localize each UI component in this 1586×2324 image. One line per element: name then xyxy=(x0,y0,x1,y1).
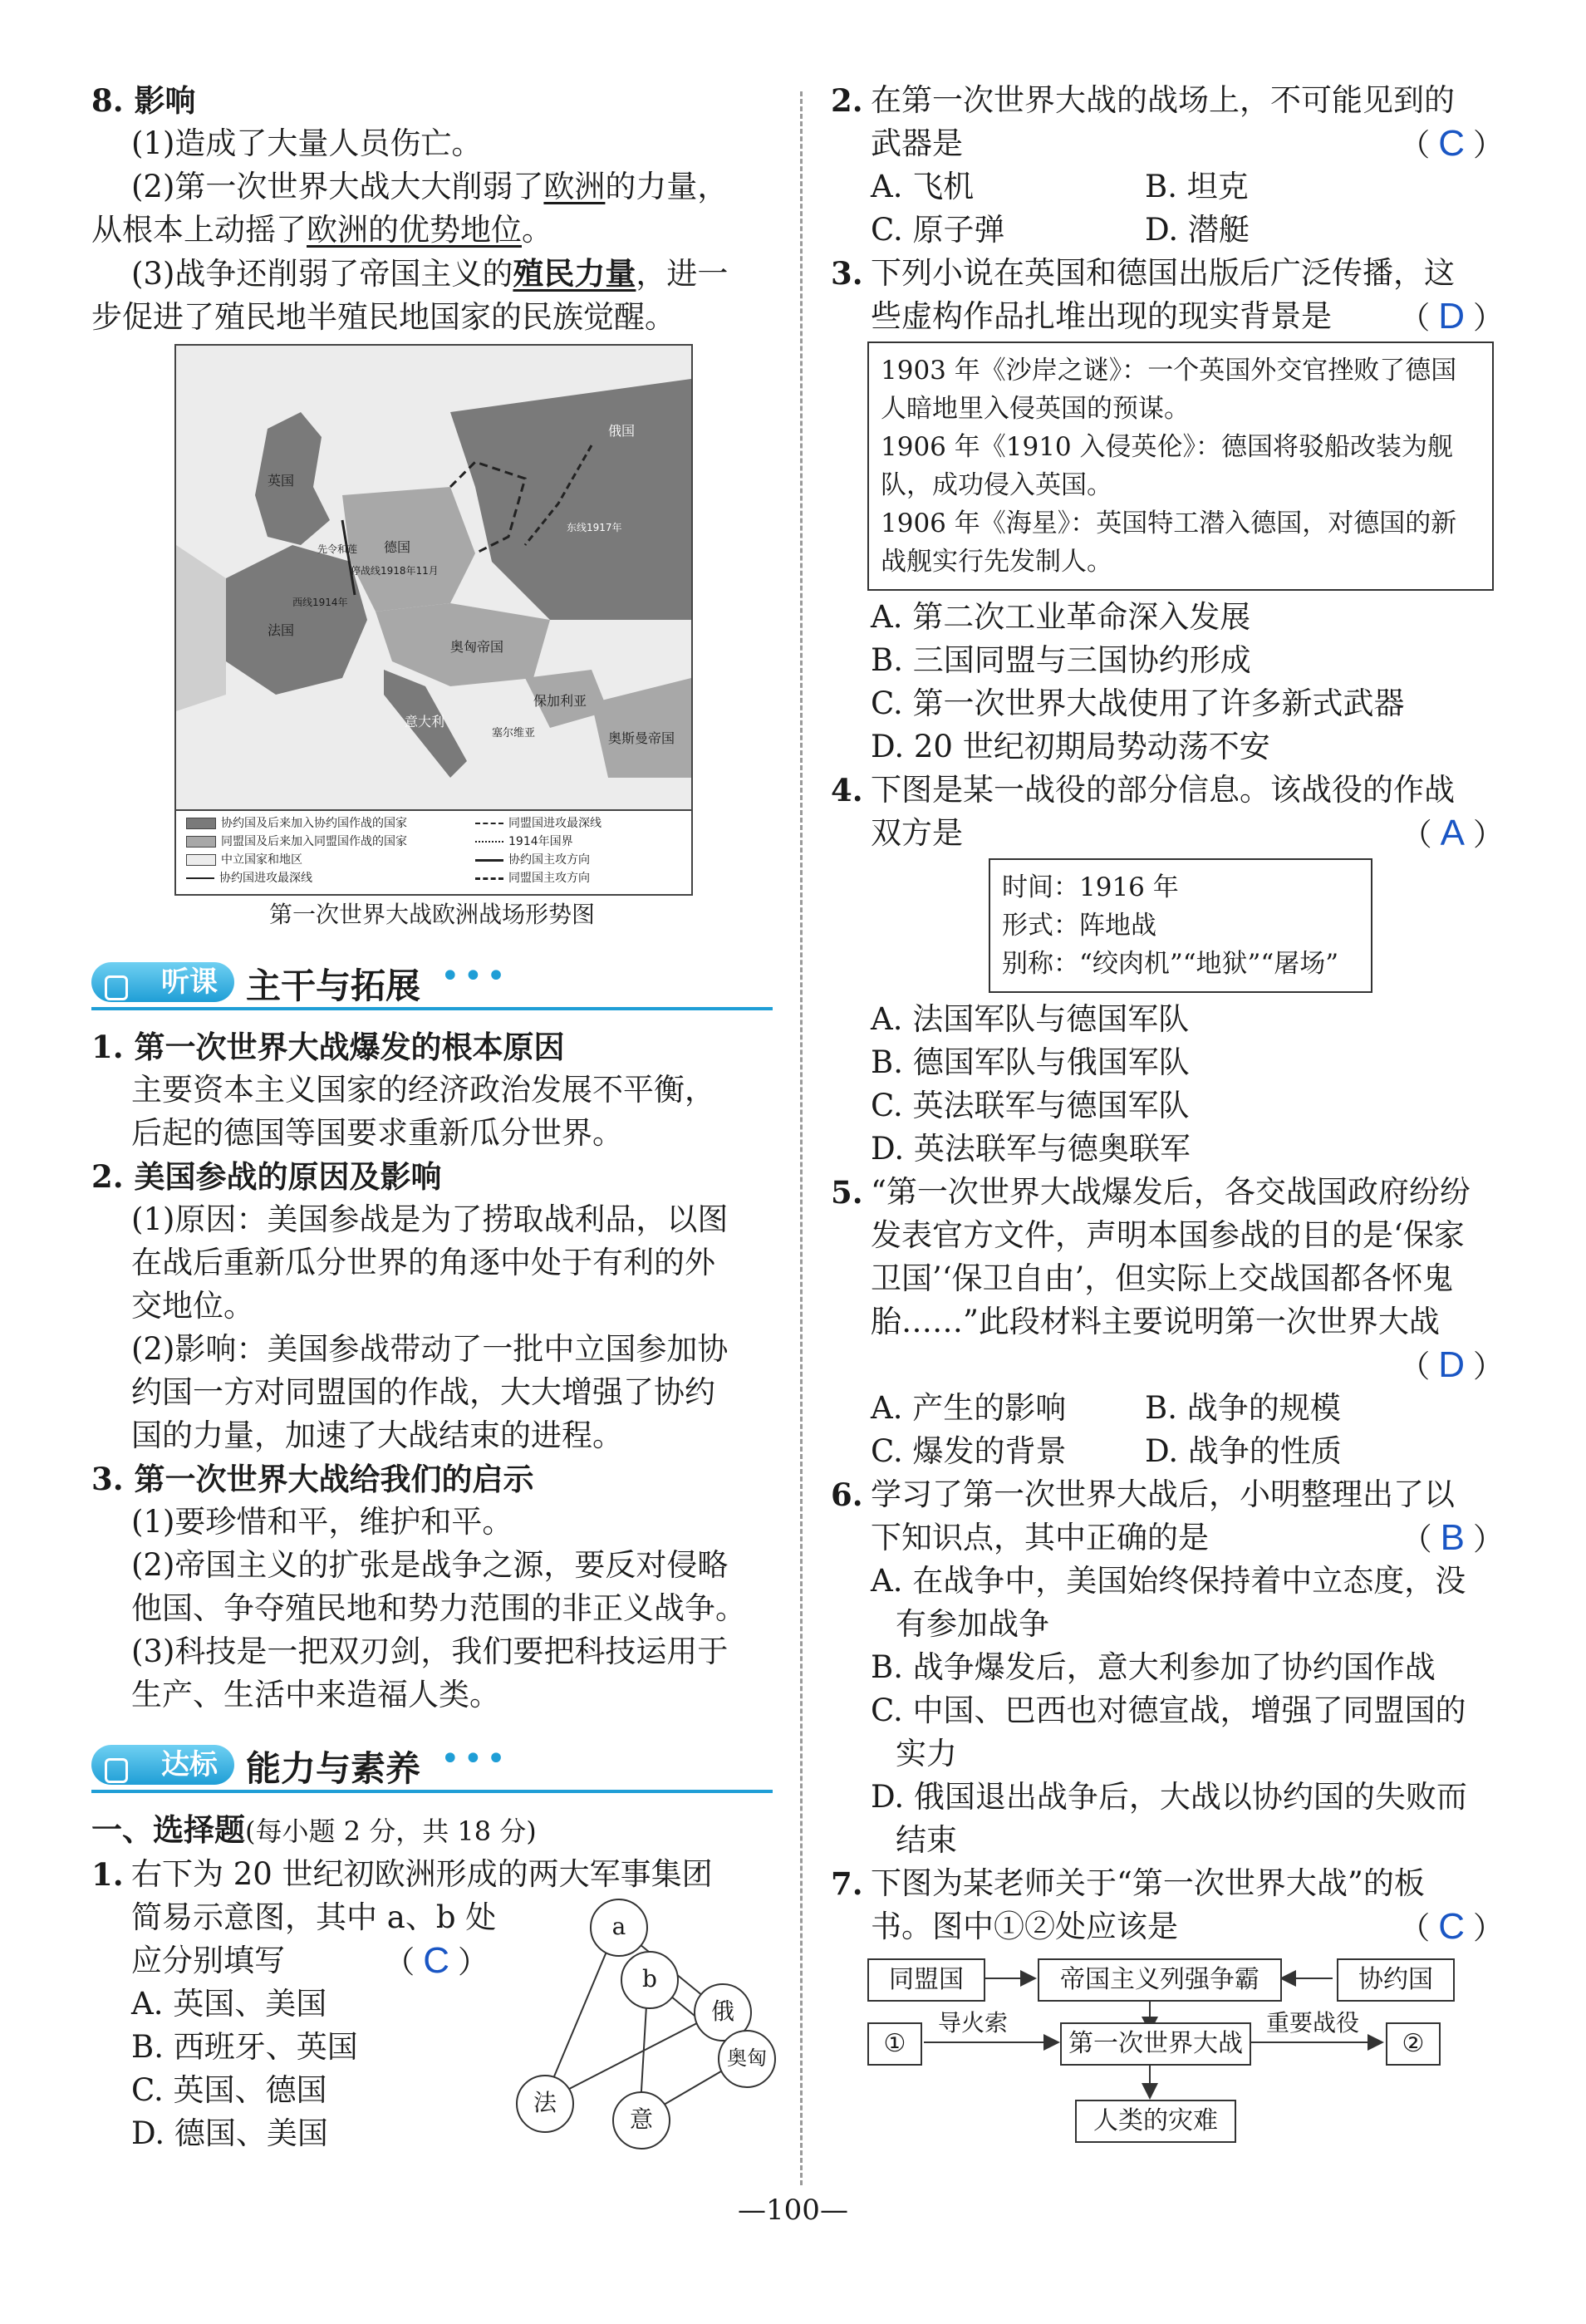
q2-option: D. 潜艇 xyxy=(1145,212,1250,248)
node-russia: 俄 xyxy=(694,1983,752,2041)
section-tag: 达标 xyxy=(91,1745,234,1785)
map-label-eastern-front: 东线1917年 xyxy=(567,522,622,533)
legend-central: 同盟国及后来加入同盟国作战的国家 xyxy=(186,834,407,849)
q2-option: C. 原子弹 xyxy=(871,212,1005,248)
q3-answer: D xyxy=(1438,296,1465,337)
q7: 7. 下图为某老师关于“第一次世界大战”的板 书。图中①②处应该是 （ C ） 同盟国 帝国主义列强争霸 协约国 ① 导火索 第一次世界大战 重要战役 ② 人类的灾难 xyxy=(831,1862,1504,2169)
q5-option: B. 战争的规模 xyxy=(1145,1390,1341,1426)
section-dots: ••• xyxy=(440,957,509,995)
q5-option: D. 战争的性质 xyxy=(1145,1433,1342,1469)
map-label-western-front: 西线1914年 xyxy=(292,597,348,608)
s8-p1: (1)造成了大量人员伤亡。 xyxy=(131,125,483,161)
k2-line: 交地位。 xyxy=(131,1288,254,1324)
q1-option: D. 德国、美国 xyxy=(131,2115,328,2151)
k3-line: (3)科技是一把双刃剑，我们要把科技运用于 xyxy=(131,1634,729,1669)
legend-entente-attack: 协约国主攻方向 xyxy=(475,852,590,867)
q6-option-cont: 实力 xyxy=(896,1736,957,1771)
q7-flowchart xyxy=(867,1953,1466,2169)
map-label-germany: 德国 xyxy=(384,539,411,555)
q4: 4. 下图是某一战役的部分信息。该战役的作战 双方是 （ A ） 时间：1916 年 形式：阵地战 别称：“绞肉机”“地狱”“屠场” A. 法国军队与德国军队 B. 德国军队与俄国军队 C. 英法联军与德国军队 D. 英法联军与德奥联军 xyxy=(831,769,1504,1171)
map-caption: 第一次世界大战欧洲战场形势图 xyxy=(268,901,595,928)
q5: 5. “第一次世界大战爆发后，各交战国政府纷纷 发表官方文件，声明本国参战的目的是‘保家 卫国’‘保卫自由’，但实际上交战国都各怀鬼 胎……”此段材料主要说明第一次世界大战 （ D ） A. 产生的影响 B. 战争的规模 C. 爆发的背景 D. 战争的性质 xyxy=(831,1171,1504,1473)
q3-option: D. 20 世纪初期局势动荡不安 xyxy=(871,729,1270,764)
q6-answer: B xyxy=(1440,1517,1465,1558)
q7-answer: C xyxy=(1438,1906,1465,1947)
flow-label-trigger: 导火索 xyxy=(938,2009,1009,2037)
alliance-diagram xyxy=(523,1894,781,2144)
section-tag: 听课 xyxy=(91,962,234,1002)
s8-p2a: (2)第一次世界大战大大削弱了欧洲的力量， xyxy=(131,169,729,204)
q3: 3. 下列小说在英国和德国出版后广泛传播，这 些虚构作品扎堆出现的现实背景是 （ D ） 1903 年《沙岸之谜》：一个英国外交官挫败了德国 人暗地里入侵英国的预谋。 1906 年《1910 入侵英伦》：德国将驳船改装为舰 队，成功侵入英国。 1906 年《海星》：英国特工潜入德国，对德国的新 战舰实行先发制人。 A. 第二次工业革命深入发展 B. 三国同盟与三国协约形成 C. 第一次世界大战使用了许多新式武器 D. 20 世纪初期局势动荡不安 xyxy=(831,252,1504,769)
left-column xyxy=(91,79,773,2155)
page-number: —100— xyxy=(738,2194,848,2227)
q6: 6. 学习了第一次世界大战后，小明整理出了以 下知识点，其中正确的是 （ B ） A. 在战争中，美国始终保持着中立态度，没 有参加战争 B. 战争爆发后，意大利参加了协约国作战 C. 中国、巴西也对德宣战，增强了同盟国的 实力 D. 俄国退出战争后，大战以协约国的失败而 结束 xyxy=(831,1473,1504,1862)
k2-line: (2)影响：美国参战带动了一批中立国参加协 xyxy=(131,1331,729,1367)
node-france: 法 xyxy=(516,2075,574,2133)
q2: 2. 在第一次世界大战的战场上，不可能见到的 武器是 （ C ） A. 飞机 B. 坦克 C. 原子弹 D. 潜艇 xyxy=(831,79,1504,252)
k2-line: 约国一方对同盟国的作战，大大增强了协约 xyxy=(131,1374,715,1410)
flow-label-battle: 重要战役 xyxy=(1266,2009,1360,2037)
k2-line: 国的力量，加速了大战结束的进程。 xyxy=(131,1417,623,1453)
map-label-russia: 俄国 xyxy=(608,423,636,439)
node-a: a xyxy=(590,1899,648,1957)
map-legend xyxy=(176,809,691,894)
map-label-bulgaria: 保加利亚 xyxy=(533,693,587,709)
k3-line: 生产、生活中来造福人类。 xyxy=(131,1677,500,1712)
flow-human-disaster: 人类的灾难 xyxy=(1075,2100,1236,2143)
q3-option: A. 第二次工业革命深入发展 xyxy=(871,599,1251,635)
legend-neutral: 中立国家和地区 xyxy=(186,852,302,867)
target-icon xyxy=(105,1758,128,1783)
k1-line: 后起的德国等国要求重新瓜分世界。 xyxy=(131,1115,623,1151)
section-dots: ••• xyxy=(440,1740,509,1778)
q3-option: C. 第一次世界大战使用了许多新式武器 xyxy=(871,685,1405,721)
map-label-italy: 意大利 xyxy=(405,714,445,730)
legend-entente-deepest: 协约国进攻最深线 xyxy=(186,871,312,886)
map-label-ottoman: 奥斯曼帝国 xyxy=(608,730,675,746)
map-label-flanders: 先令和莲 xyxy=(317,543,358,555)
k2-line: (1)原因：美国参战是为了捞取战利品，以图 xyxy=(131,1201,729,1237)
map-label-austria: 奥匈帝国 xyxy=(450,639,504,655)
flow-imperial-rivalry: 帝国主义列强争霸 xyxy=(1038,1958,1282,2002)
map-label-uk: 英国 xyxy=(268,473,295,489)
flow-blank-2: ② xyxy=(1386,2022,1441,2066)
q2-option: B. 坦克 xyxy=(1145,169,1249,204)
node-austria-hungary: 奥匈 xyxy=(718,2030,776,2088)
flow-central-powers: 同盟国 xyxy=(867,1958,985,2002)
flow-entente: 协约国 xyxy=(1337,1958,1455,2002)
q6-option: A. 在战争中，美国始终保持着中立态度，没 xyxy=(871,1563,1466,1599)
q4-option: A. 法国军队与德国军队 xyxy=(871,1001,1190,1037)
section-title: 主干与拓展 xyxy=(246,966,421,1005)
map-label-france: 法国 xyxy=(268,622,295,638)
legend-central-attack: 同盟国主攻方向 xyxy=(475,871,590,886)
q1-option: B. 西班牙、英国 xyxy=(131,2029,358,2065)
s8-p2b: 从根本上动摇了欧洲的优势地位。 xyxy=(91,212,552,248)
k2-line: 在战后重新瓜分世界的角逐中处于有利的外 xyxy=(131,1245,715,1280)
legend-1914-border: 1914年国界 xyxy=(475,834,573,849)
q4-option: C. 英法联军与德国军队 xyxy=(871,1088,1190,1123)
right-column xyxy=(831,79,1504,2169)
q4-option: D. 英法联军与德奥联军 xyxy=(871,1131,1191,1167)
k3-line: (2)帝国主义的扩张是战争之源，要反对侵略 xyxy=(131,1547,729,1583)
flow-blank-1: ① xyxy=(867,2022,922,2066)
k3-line: (1)要珍惜和平，维护和平。 xyxy=(131,1504,513,1540)
q6-option-cont: 有参加战争 xyxy=(896,1606,1049,1642)
s8-p3b: 步促进了殖民地半殖民地国家的民族觉醒。 xyxy=(91,299,675,335)
q4-info-box: 时间：1916 年 形式：阵地战 别称：“绞肉机”“地狱”“屠场” xyxy=(989,858,1372,993)
part-title: 一、选择题(每小题 2 分，共 18 分) xyxy=(91,1811,537,1848)
q3-material-box: 1903 年《沙岸之谜》：一个英国外交官挫败了德国 人暗地里入侵英国的预谋。 1906 年《1910 入侵英伦》：德国将驳船改装为舰 队，成功侵入英国。 1906 年《海星》：英国特工潜入德国，对德国的新 战舰实行先发制人。 xyxy=(867,341,1494,591)
q2-option: A. 飞机 xyxy=(871,169,975,204)
q5-option: A. 产生的影响 xyxy=(871,1390,1067,1426)
s8-p3a: (3)战争还削弱了帝国主义的殖民力量，进一 xyxy=(131,255,729,292)
q3-option: B. 三国同盟与三国协约形成 xyxy=(871,642,1251,678)
q1-answer: C xyxy=(423,1940,449,1981)
q6-option: B. 战争爆发后，意大利参加了协约国作战 xyxy=(871,1649,1436,1685)
q5-answer: D xyxy=(1438,1344,1465,1385)
section-header-target xyxy=(91,1738,773,1796)
q6-option-cont: 结束 xyxy=(896,1822,957,1858)
q4-option: B. 德国军队与俄国军队 xyxy=(871,1044,1190,1080)
q6-option: C. 中国、巴西也对德宣战，增强了同盟国的 xyxy=(871,1693,1466,1728)
flow-ww1: 第一次世界大战 xyxy=(1060,2022,1251,2066)
node-italy: 意 xyxy=(612,2091,670,2150)
k3-line: 他国、争夺殖民地和势力范围的非正义战争。 xyxy=(131,1590,746,1626)
section-header-listen xyxy=(91,956,773,1014)
k1-title: 1. 第一次世界大战爆发的根本原因 xyxy=(91,1029,565,1065)
column-divider xyxy=(800,91,803,2185)
legend-entente: 协约国及后来加入协约国作战的国家 xyxy=(186,816,407,831)
q1-option: C. 英国、德国 xyxy=(131,2072,327,2108)
k3-title: 3. 第一次世界大战给我们的启示 xyxy=(91,1461,534,1497)
map-label-armistice-line: 停战线1918年11月 xyxy=(351,565,439,577)
ww1-europe-map xyxy=(174,344,693,896)
map-label-serbia: 塞尔维亚 xyxy=(492,727,536,739)
q5-option: C. 爆发的背景 xyxy=(871,1433,1067,1469)
q2-answer: C xyxy=(1438,123,1465,164)
book-icon xyxy=(105,975,128,1000)
legend-central-deepest: 同盟国进攻最深线 xyxy=(475,816,602,831)
k2-title: 2. 美国参战的原因及影响 xyxy=(91,1158,442,1195)
section-title: 能力与素养 xyxy=(246,1749,421,1788)
q6-option: D. 俄国退出战争后，大战以协约国的失败而 xyxy=(871,1779,1467,1815)
q4-answer: A xyxy=(1440,813,1465,853)
node-b: b xyxy=(621,1951,679,2009)
k1-line: 主要资本主义国家的经济政治发展不平衡， xyxy=(131,1072,715,1108)
s8-title: 8. 影响 xyxy=(91,82,196,119)
q1: 1. 右下为 20 世纪初欧洲形成的两大军事集团 简易示意图，其中 a、b 处 应分别填写 （ C ） A. 英国、美国 B. 西班牙、英国 C. 英国、德国 D. 德国、美国 a b 俄 奥匈 法 意 xyxy=(91,1853,773,2155)
q1-option: A. 英国、美国 xyxy=(131,1986,327,2022)
